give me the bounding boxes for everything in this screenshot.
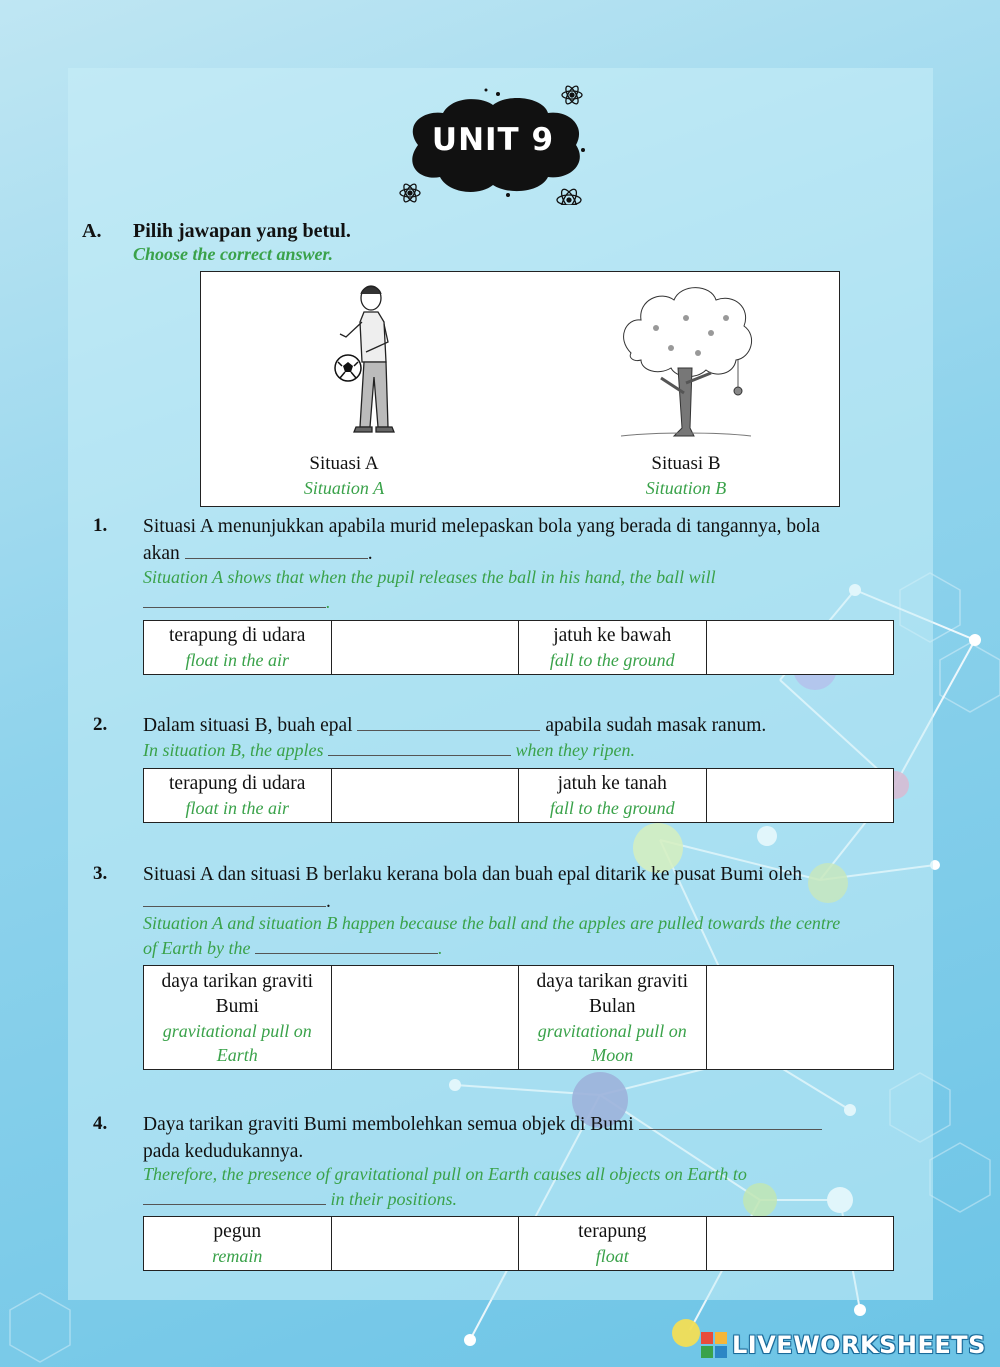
liveworksheets-brand[interactable] (700, 1327, 986, 1363)
question-3-text: Situasi A dan situasi B berlaku kerana bola dan buah epal ditarik ke pusat Bumi oleh . (143, 864, 803, 912)
answer-blank (357, 729, 540, 731)
question-2-options (143, 768, 894, 823)
situation-a-caption: Situasi A (309, 453, 379, 474)
answer-blank (143, 606, 326, 608)
question-1-text-en: Situation A shows that when the pupil releases the ball in his hand, the ball will . (143, 567, 716, 612)
option-label: daya tarikan graviti Bulan gravitational pull on Moon (519, 966, 707, 1070)
section-subtitle: Choose the correct answer. (133, 244, 334, 264)
question-3-options (143, 965, 894, 1070)
answer-blank (185, 557, 368, 559)
option-label: jatuh ke bawah fall to the ground (519, 621, 707, 675)
option-label: terapung di udara float in the air (144, 621, 332, 675)
option-1-select-box[interactable] (331, 621, 519, 675)
answer-blank (328, 754, 511, 756)
option-label: terapung di udara float in the air (144, 769, 332, 823)
brand-name: LIVEWORKSHEETS (732, 1331, 986, 1359)
question-3-text-en: Situation A and situation B happen because the ball and the apples are pulled towards the centre of Earth by the . (143, 913, 841, 958)
answer-blank (143, 905, 326, 907)
question-2-text-en: In situation B, the apples when they ripen. (143, 740, 635, 760)
question-4-text-en: Therefore, the presence of gravitational pull on Earth causes all objects on Earth to in their positions. (143, 1164, 747, 1209)
apple-tree-image (616, 278, 756, 443)
option-label: daya tarikan graviti Bumi gravitational pull on Earth (144, 966, 332, 1070)
boy-with-ball-image (326, 282, 401, 447)
soccer-ball-icon (335, 355, 361, 381)
situation-a-caption-en: Situation A (303, 478, 385, 498)
atom-icon (400, 182, 420, 203)
question-4-text: Daya tarikan graviti Bumi membolehkan semua objek di Bumi pada kedudukannya. (143, 1111, 933, 1165)
section-title: Pilih jawapan yang betul. (133, 220, 351, 242)
section-letter: A. (82, 220, 102, 242)
situation-b-caption-en: Situation B (645, 478, 727, 498)
option-2-select-box[interactable] (706, 769, 894, 823)
question-2-text: Dalam situasi B, buah epal apabila sudah masak ranum. (143, 715, 767, 736)
question-3-number: 3. (93, 863, 108, 884)
unit-title: UNIT 9 (431, 122, 555, 158)
option-2-select-box[interactable] (706, 621, 894, 675)
option-1-select-box[interactable] (331, 966, 519, 1070)
question-1-number: 1. (93, 515, 108, 536)
option-label: pegun remain (144, 1217, 332, 1271)
question-1-options (143, 620, 894, 675)
situation-illustration (200, 271, 840, 507)
answer-blank (255, 952, 438, 954)
answer-blank (639, 1128, 822, 1130)
answer-blank (143, 1203, 326, 1205)
option-2-select-box[interactable] (706, 966, 894, 1070)
atom-icon (562, 85, 582, 106)
option-1-select-box[interactable] (331, 1217, 519, 1271)
question-1-text: Situasi A menunjukkan apabila murid melepaskan bola yang berada di tangannya, bola akan . (143, 516, 820, 564)
liveworksheets-logo-icon (700, 1331, 728, 1359)
atom-icon (557, 187, 581, 205)
situation-b-caption: Situasi B (651, 453, 721, 474)
option-1-select-box[interactable] (331, 769, 519, 823)
question-4-number: 4. (93, 1113, 108, 1134)
question-2-number: 2. (93, 714, 108, 735)
option-label: jatuh ke tanah fall to the ground (519, 769, 707, 823)
option-label: terapung float (519, 1217, 707, 1271)
question-4-options (143, 1216, 894, 1271)
option-2-select-box[interactable] (706, 1217, 894, 1271)
